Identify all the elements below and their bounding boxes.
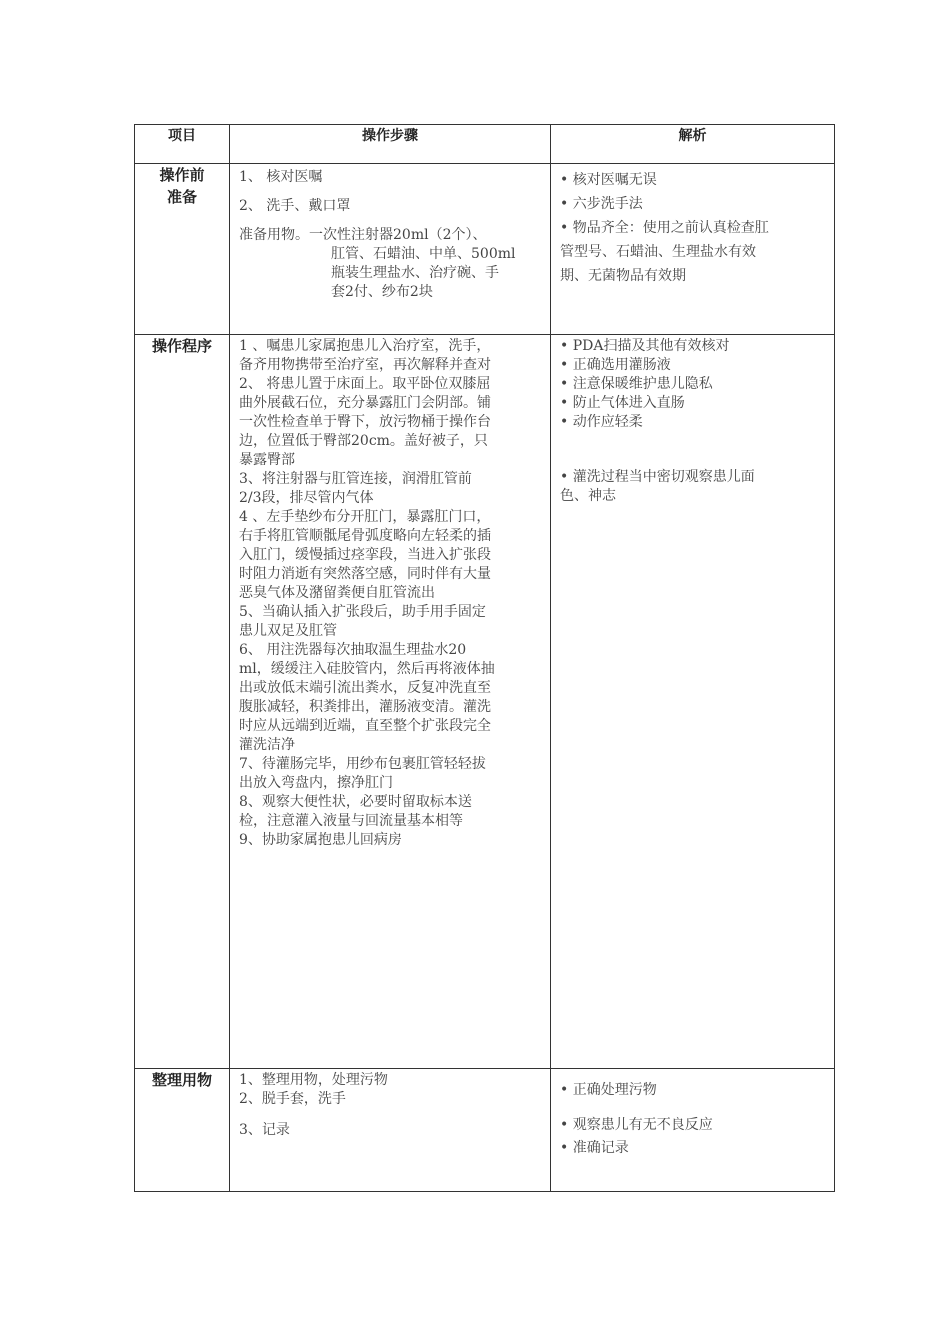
- step-text: 2、 将患儿置于床面上。取平卧位双膝屈: [239, 376, 491, 392]
- step-text: 曲外展截石位，充分暴露肛门会阴部。铺: [239, 395, 491, 411]
- analysis-bullet: • 核对医嘱无误: [560, 172, 657, 188]
- step-text: 6、 用注洗器每次抽取温生理盐水20: [239, 642, 467, 658]
- step-text: 准备用物。一次性注射器20ml（2个）、: [239, 227, 487, 243]
- step-text: 2、脱手套，洗手: [239, 1091, 346, 1107]
- header-analysis: 解析: [551, 125, 835, 164]
- row-label-line: 整理用物: [151, 1071, 212, 1089]
- analysis-bullet: • 注意保暖维护患儿隐私: [560, 376, 713, 392]
- step-text: 出放入弯盘内，擦净肛门: [239, 775, 393, 791]
- table-row-preparation: [135, 164, 835, 335]
- analysis-bullet: • 动作应轻柔: [560, 414, 643, 430]
- steps-cell-procedure: [230, 335, 551, 1069]
- step-text: 瓶装生理盐水、治疗碗、手: [331, 265, 499, 281]
- step-text: 套2付、纱布2块: [331, 284, 433, 300]
- analysis-bullet: • 物品齐全：使用之前认真检查肛: [560, 220, 769, 236]
- step-text: 患儿双足及肛管: [239, 623, 337, 639]
- step-text: 肛管、石蜡油、中单、500ml: [331, 246, 516, 262]
- step-text: 2、 洗手、戴口罩: [239, 198, 351, 214]
- step-text: 3、记录: [239, 1122, 290, 1138]
- step-text: 5、当确认插入扩张段后，助手用手固定: [239, 604, 486, 620]
- step-text: 备齐用物携带至治疗室，再次解释并查对: [239, 357, 491, 373]
- row-label-line: 操作程序: [151, 337, 212, 355]
- step-text: 时应从远端到近端，直至整个扩张段完全: [239, 718, 491, 734]
- row-label-preparation: [135, 164, 230, 335]
- step-text: 2/3段，排尽管内气体: [239, 490, 374, 506]
- step-text: 暴露臀部: [239, 452, 295, 468]
- analysis-bullet: 管型号、石蜡油、生理盐水有效: [560, 244, 756, 260]
- row-label-line: 操作前: [159, 166, 205, 184]
- analysis-cell-cleanup: [551, 1069, 835, 1192]
- analysis-cell-procedure: [551, 335, 835, 1069]
- analysis-bullet: 期、无菌物品有效期: [560, 268, 686, 284]
- step-text: 1 、嘱患儿家属抱患儿入治疗室，洗手，: [239, 338, 491, 354]
- analysis-bullet: • 准确记录: [560, 1140, 629, 1156]
- steps-cell-cleanup: [230, 1069, 551, 1192]
- row-label-line: 准备: [166, 188, 197, 206]
- step-text: 4 、左手垫纱布分开肛门，暴露肛门口，: [239, 509, 491, 525]
- step-text: 边，位置低于臀部20cm。盖好被子，只: [239, 433, 488, 449]
- analysis-bullet: • 观察患儿有无不良反应: [560, 1117, 713, 1133]
- procedure-table: [134, 124, 835, 1192]
- steps-cell-preparation: [230, 164, 551, 335]
- step-text: 入肛门，缓慢插过痉挛段，当进入扩张段: [239, 547, 491, 563]
- step-text: 灌洗洁净: [239, 737, 295, 753]
- analysis-bullet: • PDA扫描及其他有效核对: [560, 338, 730, 354]
- analysis-bullet: • 灌洗过程当中密切观察患儿面: [560, 469, 755, 485]
- step-text: 腹胀减轻，积粪排出，灌肠液变清。灌洗: [239, 699, 491, 715]
- analysis-bullet: 色、神志: [560, 488, 616, 504]
- step-text: 时阻力消逝有突然落空感，同时伴有大量: [239, 566, 491, 582]
- step-text: 恶臭气体及潴留粪便自肛管流出: [239, 585, 435, 601]
- row-label-cleanup: [135, 1069, 230, 1192]
- step-text: 1、 核对医嘱: [239, 169, 323, 185]
- analysis-bullet: • 正确处理污物: [560, 1082, 657, 1098]
- step-text: 出或放低末端引流出粪水，反复冲洗直至: [239, 680, 491, 696]
- step-text: 8、观察大便性状，必要时留取标本送: [239, 794, 472, 810]
- step-text: ml，缓缓注入硅胶管内，然后再将液体抽: [239, 661, 495, 677]
- step-text: 检，注意灌入液量与回流量基本相等: [239, 813, 463, 829]
- table-row-cleanup: [135, 1069, 835, 1192]
- step-text: 一次性检查单于臀下，放污物桶于操作台: [239, 414, 491, 430]
- analysis-bullet: • 六步洗手法: [560, 196, 643, 212]
- step-text: 9、协助家属抱患儿回病房: [239, 832, 402, 848]
- header-row: [135, 125, 835, 164]
- row-label-procedure: [135, 335, 230, 1069]
- step-text: 右手将肛管顺骶尾骨弧度略向左轻柔的插: [239, 528, 491, 544]
- analysis-bullet: • 防止气体进入直肠: [560, 395, 685, 411]
- header-steps: 操作步骤: [230, 125, 551, 164]
- table-row-procedure: [135, 335, 835, 1069]
- step-text: 1、整理用物，处理污物: [239, 1072, 388, 1088]
- analysis-bullet: • 正确选用灌肠液: [560, 357, 671, 373]
- step-text: 7、待灌肠完毕，用纱布包裹肛管轻轻拔: [239, 756, 486, 772]
- header-item: 项目: [135, 125, 230, 164]
- step-text: 3、将注射器与肛管连接，润滑肛管前: [239, 471, 472, 487]
- analysis-cell-preparation: [551, 164, 835, 335]
